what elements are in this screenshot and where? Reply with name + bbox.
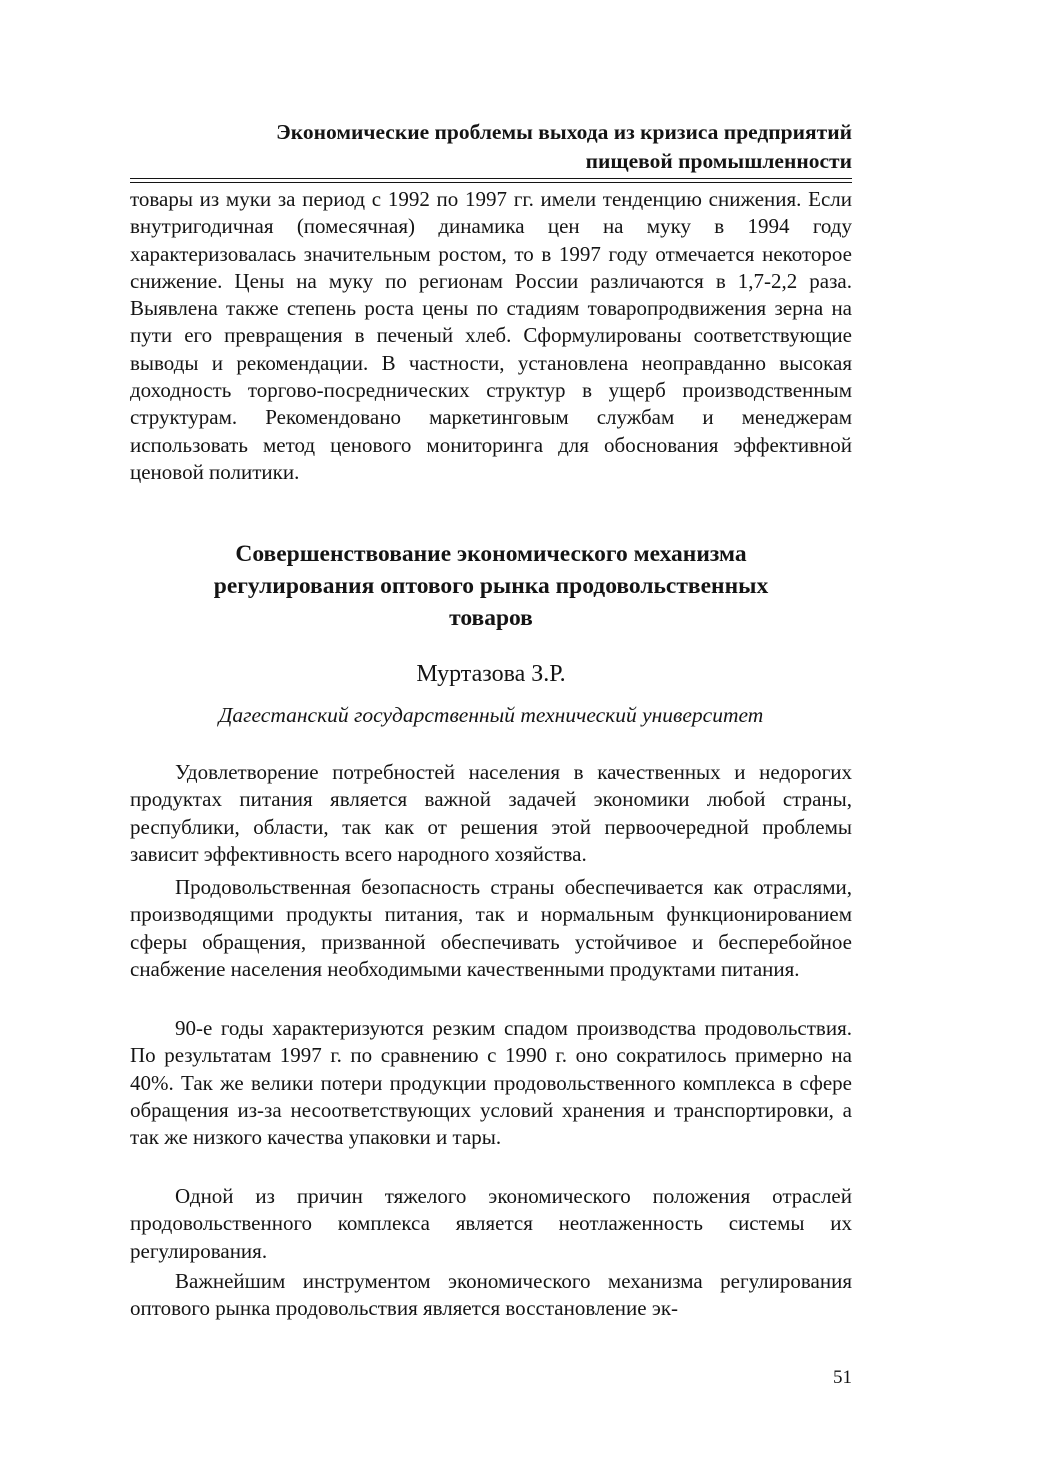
body-paragraph-3 [130,1015,852,1151]
article-title [130,538,852,634]
body-paragraph-1 [130,759,852,868]
previous-article-paragraph: товары из муки за период с 1992 по 1997 гг. имели тенденцию снижения. Если внутригодичная (помесячная) динамика цен на муку в 1994 году характеризовалась значительным ростом, то в 1997 году отмечается некоторое снижение. Цены на муку по регионам России различаются в 1,7-2,2 раза. Выявлена также степень роста цены по стадиям товаропродвижения зерна на пути его превращения в печеный хлеб. Сформулированы соответствующие выводы и рекомендации. В частности, установлена неоправданно высокая доходность торгово-посреднических структур в ущерб производственным структурам. Рекомендовано маркетинговым службам и менеджерам использовать метод ценового мониторинга для обоснования эффективной ценовой политики. [130,187,852,484]
previous-article-ending [130,186,852,486]
body-paragraph-2 [130,874,852,983]
running-header-line-2: пищевой промышленности [585,149,852,173]
paragraph-text: Одной из причин тяжелого экономического положения отраслей продовольственного комплекса является неотлаженность системы их регулирования. [130,1184,852,1263]
page-number: 51 [833,1367,852,1388]
running-header [130,118,852,176]
author-affiliation: Дагестанский государственный технический университет [218,703,764,727]
header-double-rule [130,178,852,183]
body-paragraph-4 [130,1183,852,1265]
running-header-line-1: Экономические проблемы выхода из кризиса предприятий [276,120,852,144]
body-paragraph-5 [130,1268,852,1323]
paragraph-text: 90-е годы характеризуются резким спадом производства продовольствия. По результатам 1997 г. по сравнению с 1990 г. оно сократилось примерно на 40%. Так же велики потери продукции продовольственного комплекса в сфере обращения из-за несоответствующих условий хранения и транспортировки, а так же низкого качества упаковки и тары. [130,1016,852,1150]
paragraph-text: Продовольственная безопасность страны обеспечивается как отраслями, производящими продукты питания, так и нормальным функционированием сферы обращения, призванной обеспечивать устойчивое и бесперебойное снабжение населения необходимыми качественными продуктами питания. [130,875,852,981]
paragraph-text: Важнейшим инструментом экономического механизма регулирования оптового рынка продовольствия является восстановление эк- [130,1269,852,1321]
article-title-line-2: регулирования оптового рынка продовольственных [213,573,769,599]
article-author: Муртазова З.Р. [416,661,566,687]
article-title-line-1: Совершенствование экономического механизма [235,541,747,567]
article-title-line-3: товаров [449,605,533,631]
paragraph-text: Удовлетворение потребностей населения в качественных и недорогих продуктах питания является важной задачей экономики любой страны, республики, области, так как от решения этой первоочередной проблемы зависит эффективность всего народного хозяйства. [130,760,852,866]
